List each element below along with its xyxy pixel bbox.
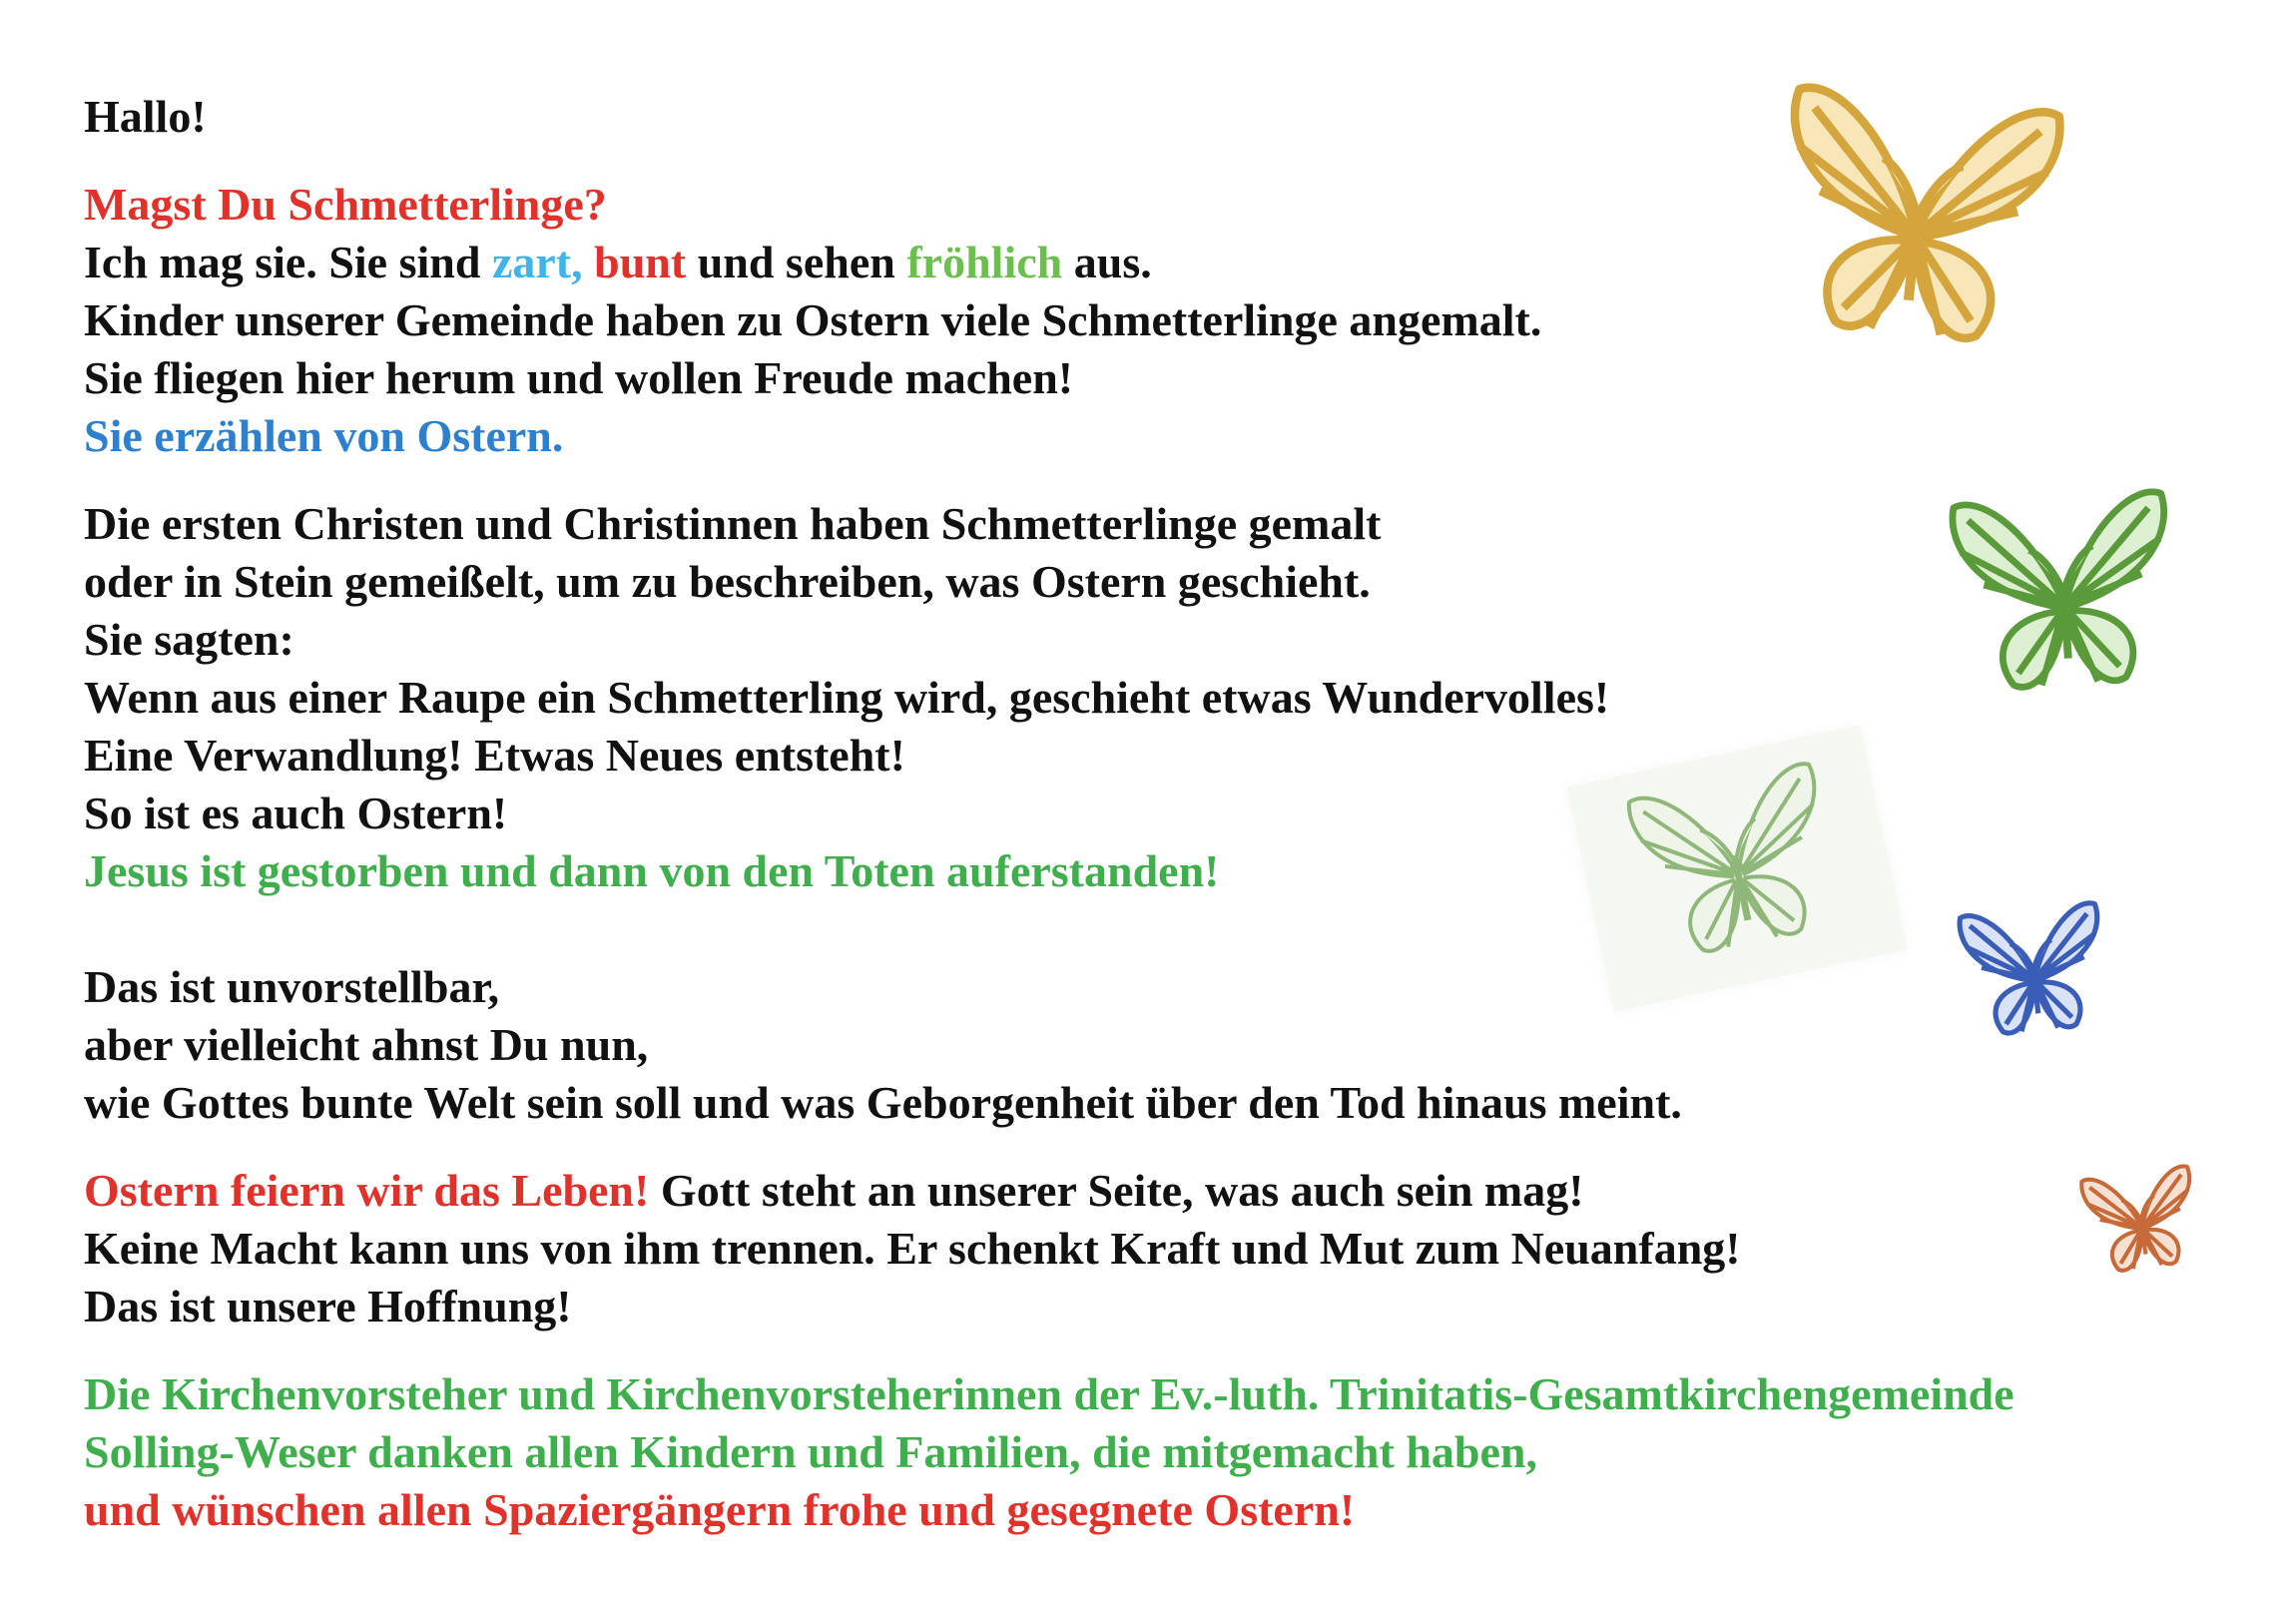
paragraph-line: [84, 1162, 2260, 1220]
closing-line: und wünschen allen Spaziergängern frohe und gesegnete Ostern!: [84, 1484, 1356, 1535]
greeting: Hallo!: [84, 91, 207, 142]
pale-green-butterfly-icon: [1614, 752, 1859, 981]
text-segment: Ostern feiern wir das Leben!: [84, 1165, 650, 1216]
paragraph-line: Jesus ist gestorben und dann von den Toten auferstanden!: [84, 845, 1220, 896]
word-bunt: bunt: [594, 237, 687, 287]
paragraph-line: Keine Macht kann uns von ihm trennen. Er schenkt Kraft und Mut zum Neuanfang!: [84, 1223, 1741, 1274]
paragraph-line: Kinder unserer Gemeinde haben zu Ostern viele Schmetterlinge angemalt.: [84, 294, 1542, 345]
text-segment: Gott steht an unserer Seite, was auch sein mag!: [649, 1165, 1584, 1216]
question-line: Magst Du Schmetterlinge?: [84, 179, 607, 230]
blue-butterfly-icon: [1945, 895, 2123, 1051]
paragraph-line: Die ersten Christen und Christinnen haben Schmetterlinge gemalt: [84, 498, 1382, 549]
green-butterfly-icon: [1925, 480, 2203, 713]
paragraph-line: Sie sagten:: [84, 614, 294, 665]
paragraph-line: Das ist unvorstellbar,: [84, 961, 500, 1012]
word-froehlich: fröhlich: [906, 237, 1063, 287]
paragraph-line: Das ist unsere Hoffnung!: [84, 1281, 572, 1331]
closing-line: Die Kirchenvorsteher und Kirchenvorsteherinnen der Ev.-luth. Trinitatis-Gesamtkirchengemeinde: [84, 1368, 2014, 1419]
paragraph-line: Wenn aus einer Raupe ein Schmetterling wird, geschieht etwas Wundervolles!: [84, 672, 1610, 723]
orange-butterfly-icon: [2069, 1159, 2213, 1286]
word-zart: zart,: [491, 237, 583, 287]
closing-line: Solling-Weser danken allen Kindern und Familien, die mitgemacht haben,: [84, 1426, 1537, 1477]
text-segment: Ich mag sie. Sie sind: [84, 237, 492, 287]
paragraph-line: Eine Verwandlung! Etwas Neues entsteht!: [84, 730, 905, 781]
text-segment: und sehen: [686, 237, 907, 287]
paragraph-line: Sie erzählen von Ostern.: [84, 410, 564, 461]
text-segment: aus.: [1062, 237, 1152, 287]
gold-butterfly-icon: [1754, 73, 2080, 372]
paragraph-line: oder in Stein gemeißelt, um zu beschreiben, was Ostern geschieht.: [84, 556, 1371, 607]
paragraph-line: Sie fliegen hier herum und wollen Freude machen!: [84, 352, 1074, 403]
paragraph-line: aber vielleicht ahnst Du nun,: [84, 1019, 649, 1070]
paragraph-line: So ist es auch Ostern!: [84, 788, 508, 838]
paragraph-line: wie Gottes bunte Welt sein soll und was Geborgenheit über den Tod hinaus meint.: [84, 1077, 1682, 1128]
